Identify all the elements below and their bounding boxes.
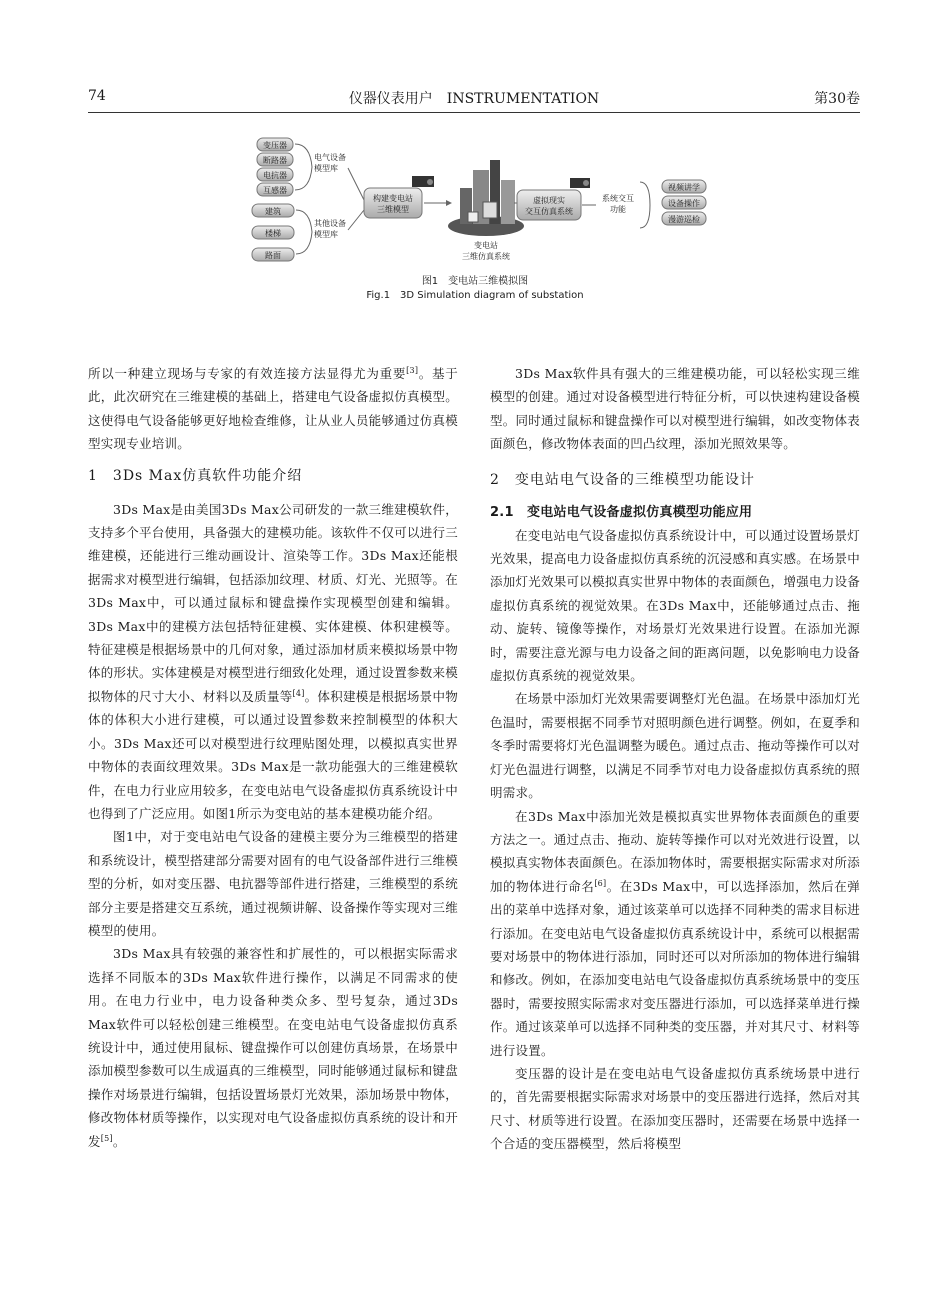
group-other-2: 模型库 — [314, 230, 338, 239]
running-header — [88, 88, 860, 110]
build-box-line1: 构建变电站 — [373, 194, 413, 203]
paragraph: 变压器的设计是在变电站电气设备虚拟仿真系统场景中进行的，首先需要根据实际需求对场景中的变压器进行选择，然后对其尺寸、材质等进行设置。在添加变压器时，还需要在场景中选择一个合适的变压器模型，然后将模型 — [490, 1065, 860, 1152]
item-transformer: 变压器 — [263, 141, 287, 150]
paragraph: 3Ds Max是由美国3Ds Max公司研发的一款三维建模软件，支持多个平台使用，具备强大的建模功能。该软件不仅可以进行三维建模，还能进行三维动画设计、渲染等工作。3Ds Max还能根据需求对模型进行编辑，包括添加纹理、材质、灯光、光照等。在3Ds Max中，可以通过鼠标和键盘操作实现模型创建和编辑。3Ds Max中的建模方法包括特征建模、实体建模、体积建模等。特征建模是根据场景中的几何对象，通过添加材质来模拟场景中物体的形状。实体建模是对模型进行细致化处理，通过设置参数来模拟物体的尺寸大小、材料以及质量等[4]。体积建模是根据场景中物体的体积大小进行建模，可以通过设置参数来控制模型的体积大小。3Ds Max还可以对模型进行纹理贴图处理，以模拟真实世界中物体的表面纹理效果。3Ds Max是一款功能强大的三维建模软件，在电力行业应用较多，在变电站电气设备虚拟仿真系统设计中也得到了广泛应用。如图1所示为变电站的基本建模功能介绍。 — [88, 501, 458, 821]
paragraph: 在场景中添加灯光效果需要调整灯光色温。在场景中添加灯光色温时，需要根据不同季节对照明颜色进行调整。例如，在夏季和冬季时需要将灯光色温调整为暖色。通过点击、拖动等操作可以对灯光色温进行调整，以满足不同季节对电力设备虚拟仿真系统的照明需求。 — [490, 691, 860, 801]
paragraph: 图1中，对于变电站电气设备的建模主要分为三维模型的搭建和系统设计，模型搭建部分需要对固有的电气设备部件进行三维模型的分析，如对变压器、电抗器等部件进行搭建，三维模型的系统部分主要是搭建交互系统，通过视频讲解、设备操作等实现对三维模型的使用。 — [88, 829, 458, 938]
vr-box-line2: 交互仿真系统 — [525, 207, 573, 216]
subsection-heading-2-1: 2.1 变电站电气设备虚拟仿真模型功能应用 — [490, 504, 753, 520]
func-label-2: 功能 — [610, 205, 626, 214]
substation-3d-illustration — [448, 160, 524, 236]
item-roaming: 漫游巡检 — [668, 215, 700, 224]
figure-caption-en: Fig.1 3D Simulation diagram of substation — [366, 290, 584, 301]
item-stairs: 楼梯 — [265, 229, 281, 238]
left-device-items — [257, 138, 293, 196]
group-electrical-1: 电气设备 — [314, 153, 346, 162]
paragraph: 3Ds Max具有较强的兼容性和扩展性的，可以根据实际需求选择不同版本的3Ds Max软件进行操作，以满足不同需求的使用。在电力行业中，电力设备种类众多、型号复杂，通过3Ds Max软件可以轻松创建三维模型。在变电站电气设备虚拟仿真系统设计中，通过使用鼠标、键盘操作可以创建仿真场景，在场景中添加模型参数可以生成逼真的三维模型，同时能够通过鼠标和键盘操作对场景进行编辑，包括设置场景灯光效果，添加场景中物体，修改物体材质等操作，以实现对电气设备虚拟仿真系统的设计和开发[5]。 — [88, 946, 458, 1149]
projector-icon — [412, 176, 434, 187]
build-box-line2: 三维模型 — [377, 205, 409, 214]
paragraph: 3Ds Max软件具有强大的三维建模功能，可以轻松实现三维模型的创建。通过对设备模型进行特征分析，可以快速构建设备模型。同时通过鼠标和键盘操作可以对模型进行编辑，如改变物体表面颜色，修改物体表面的凹凸纹理，添加光照效果等。 — [490, 366, 860, 452]
vr-box-line1: 虚拟现实 — [533, 196, 565, 205]
header-rule — [88, 112, 860, 113]
item-road: 路面 — [265, 251, 281, 260]
projector-icon-2 — [570, 178, 590, 188]
section-heading-2: 2 变电站电气设备的三维模型功能设计 — [490, 471, 755, 488]
other-device-items — [252, 204, 294, 261]
page-number: 74 — [88, 88, 106, 104]
center-label-2: 三维仿真系统 — [462, 252, 510, 261]
section-heading-1: 1 3Ds Max仿真软件功能介绍 — [88, 467, 303, 484]
figure-1-diagram — [240, 130, 710, 270]
right-column — [490, 362, 860, 1156]
figure-caption-cn: 图1 变电站三维模拟图 — [421, 276, 529, 287]
paragraph: 所以一种建立现场与专家的有效连接方法显得尤为重要[3]。基于此，此次研究在三维建模的基础上，搭建电气设备虚拟仿真模型。这使得电气设备能够更好地检查维修，让从业人员能够通过仿真模型实现专业培训。 — [88, 365, 458, 452]
item-operation: 设备操作 — [668, 199, 700, 208]
func-label-1: 系统交互 — [602, 194, 634, 203]
item-reactor: 电抗器 — [263, 171, 287, 180]
paragraph: 在变电站电气设备虚拟仿真系统设计中，可以通过设置场景灯光效果，提高电力设备虚拟仿真系统的沉浸感和真实感。在场景中添加灯光效果可以模拟真实世界中物体的表面颜色，增强电力设备虚拟仿真系统的视觉效果。在3Ds Max中，还能够通过点击、拖动、旋转、镜像等操作，对场景灯光效果进行设置。在添加光源时，需要注意光源与电力设备之间的距离问题，以免影响电力设备虚拟仿真系统的视觉效果。 — [490, 527, 860, 684]
center-label-1: 变电站 — [474, 241, 498, 250]
right-function-items — [662, 180, 706, 225]
left-column — [88, 362, 458, 1153]
item-breaker: 断路器 — [263, 156, 287, 165]
item-video: 视频讲学 — [668, 183, 700, 192]
paragraph: 在3Ds Max中添加光效是模拟真实世界物体表面颜色的重要方法之一。通过点击、拖动、旋转等操作可以对光效进行设置，以模拟真实物体表面颜色。在添加物体时，需要根据实际需求对所添加的物体进行命名[6]。在3Ds Max中，可以选择添加，然后在弹出的菜单中选择对象，通过该菜单可以选择不同种类的需求目标进行添加。在变电站电气设备虚拟仿真系统设计中，系统可以根据需要对场景中的物体进行添加，同时还可以对所添加的物体进行编辑和修改。例如，在添加变电站电气设备虚拟仿真系统场景中的变压器时，需要按照实际需求对变压器进行添加，可以选择菜单进行操作。通过该菜单可以选择不同种类的变压器，并对其尺寸、材料等进行设置。 — [490, 808, 860, 1058]
item-building: 建筑 — [265, 207, 281, 216]
volume-label: 第30卷 — [814, 91, 860, 107]
item-mutual-inductor: 互感器 — [263, 186, 287, 195]
group-other-1: 其他设备 — [314, 219, 346, 228]
group-electrical-2: 模型库 — [314, 164, 338, 173]
journal-title: 仪器仪表用户 INSTRUMENTATION — [348, 91, 600, 107]
